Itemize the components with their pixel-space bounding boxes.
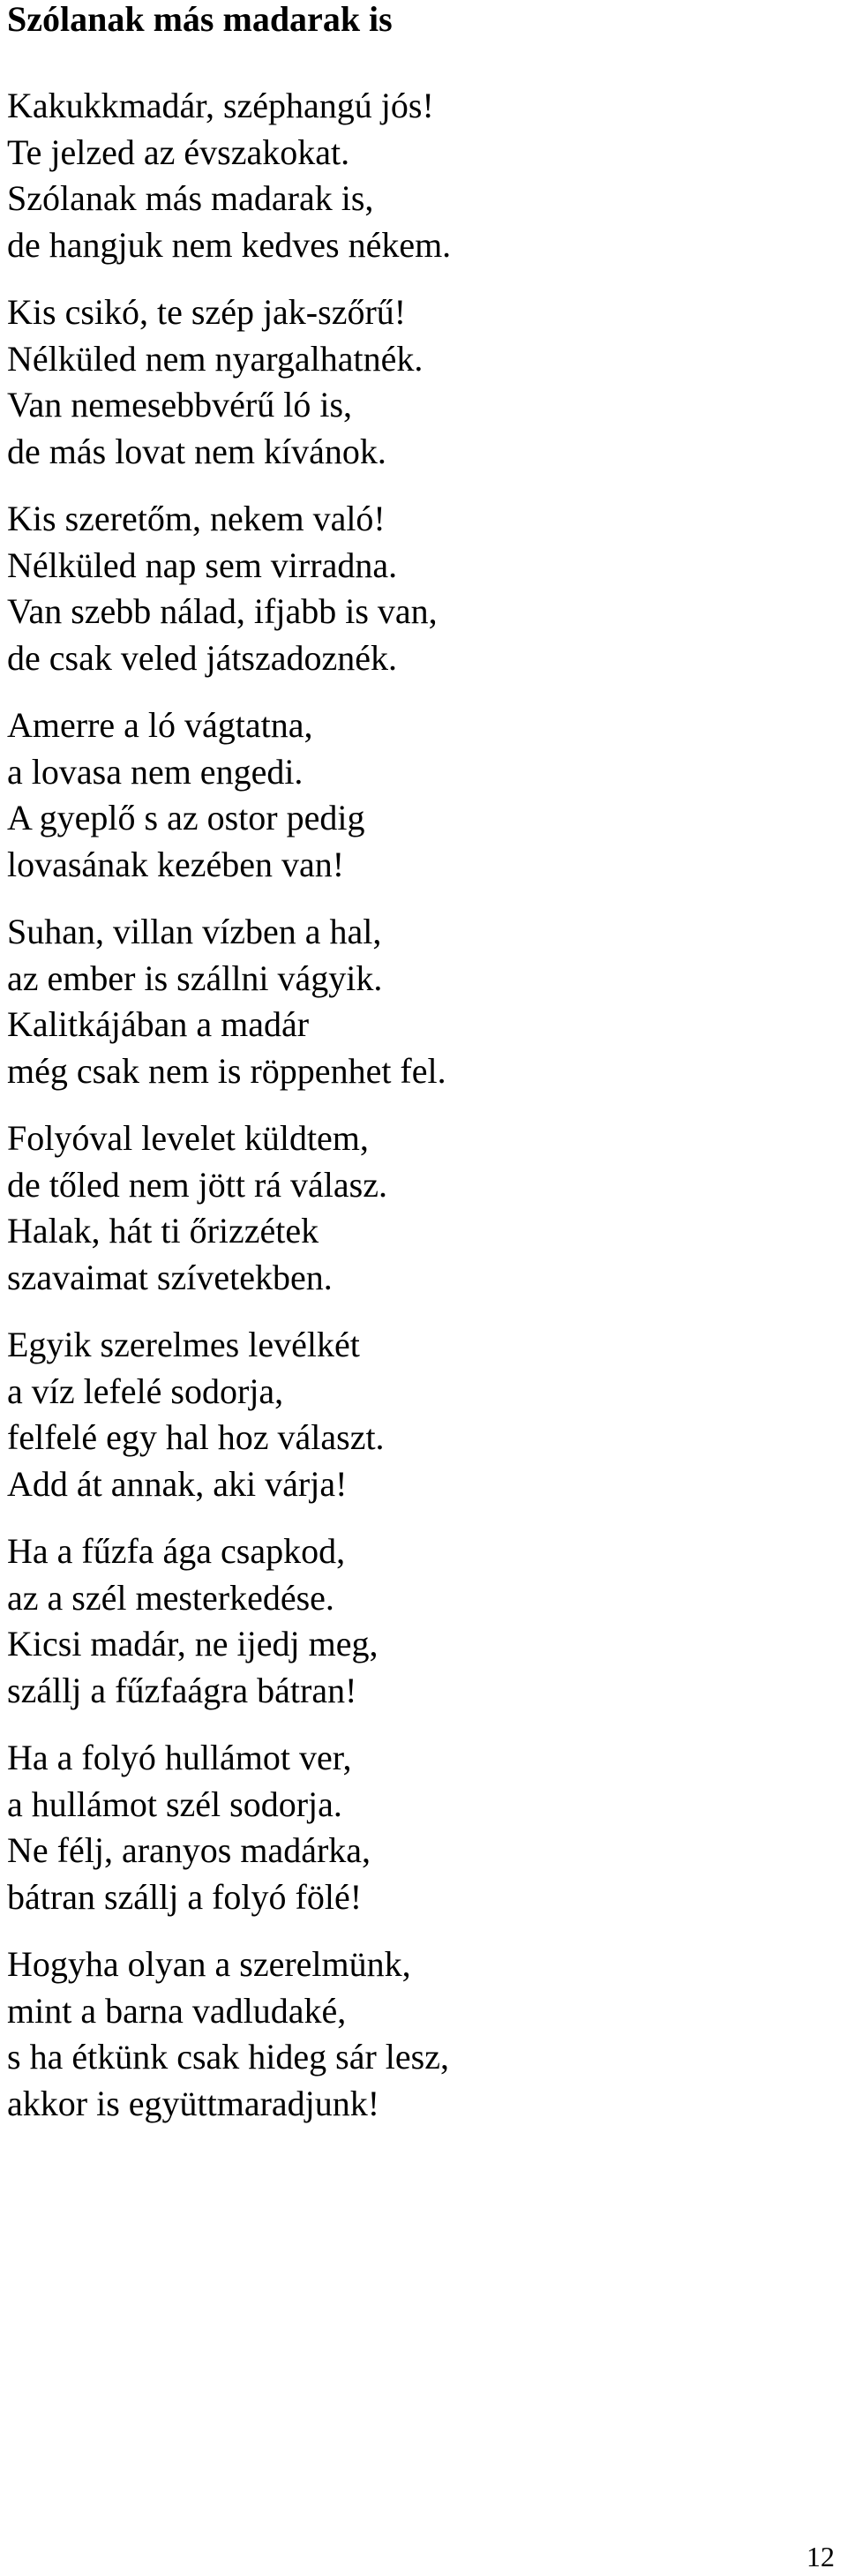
poem-line: Kis csikó, te szép jak-szőrű! — [7, 292, 407, 332]
poem-line: akkor is együttmaradjunk! — [7, 2083, 380, 2123]
poem-line: Kicsi madár, ne ijedj meg, — [7, 1624, 379, 1664]
poem-line: de más lovat nem kívánok. — [7, 431, 386, 471]
page-number: 12 — [806, 2541, 835, 2572]
poem-line: szállj a fűzfaágra bátran! — [7, 1670, 357, 1710]
poem-line: Amerre a ló vágtatna, — [7, 705, 313, 745]
poem-line: az a szél mesterkedése. — [7, 1577, 334, 1618]
poem-line: Nélküled nap sem virradna. — [7, 544, 398, 585]
poem-line: s ha étkünk csak hideg sár lesz, — [7, 2037, 449, 2077]
poem-line: Folyóval levelet küldtem, — [7, 1118, 369, 1158]
stanza-9 — [7, 1735, 828, 1920]
stanza-1 — [7, 83, 828, 268]
poem-line: szavaimat szívetekben. — [7, 1257, 333, 1297]
poem-line: de hangjuk nem kedves nékem. — [7, 224, 452, 265]
poem-line: Ha a folyó hullámot ver, — [7, 1738, 352, 1777]
poem-line: Nélküled nem nyargalhatnék. — [7, 338, 424, 379]
stanza-4 — [7, 702, 828, 888]
stanza-10 — [7, 1941, 828, 2127]
poem-line: de tőled nem jött rá válasz. — [7, 1164, 387, 1205]
stanza-3 — [7, 496, 828, 681]
poem-line: Hogyha olyan a szerelmünk, — [7, 1944, 411, 1984]
poem-line: Van nemesebbvérű ló is, — [7, 385, 353, 424]
stanza-5 — [7, 909, 828, 1094]
poem-line: Te jelzed az évszakokat. — [7, 131, 350, 172]
poem-title: Szólanak más madarak is — [7, 0, 393, 39]
poem-line: A gyeplő s az ostor pedig — [7, 798, 365, 837]
poem-line: még csak nem is röppenhet fel. — [7, 1050, 446, 1091]
stanza-7 — [7, 1322, 828, 1507]
poem-line: az ember is szállni vágyik. — [7, 958, 383, 998]
poem-line: bátran szállj a folyó fölé! — [7, 1876, 363, 1917]
poem-line: Kakukkmadár, széphangú jós! — [7, 86, 434, 125]
poem-line: Kalitkájában a madár — [7, 1004, 310, 1044]
poem-line: Kis szeretőm, nekem való! — [7, 499, 386, 538]
poem-line: Suhan, villan vízben a hal, — [7, 912, 382, 951]
poem-line: a hullámot szél sodorja. — [7, 1784, 342, 1824]
poem-line: Halak, hát ti őrizzétek — [7, 1211, 319, 1250]
poem-line: Ha a fűzfa ága csapkod, — [7, 1531, 346, 1571]
poem-line: de csak veled játszadoznék. — [7, 637, 398, 678]
poem-line: lovasának kezében van! — [7, 844, 345, 884]
poem-line: Egyik szerelmes levélkét — [7, 1325, 360, 1364]
poem-line: a víz lefelé sodorja, — [7, 1371, 284, 1411]
stanza-2 — [7, 289, 828, 475]
poem-line: felfelé egy hal hoz választ. — [7, 1417, 385, 1457]
poem-line: a lovasa nem engedi. — [7, 751, 304, 792]
stanza-6 — [7, 1115, 828, 1301]
poem-line: Ne félj, aranyos madárka, — [7, 1830, 371, 1870]
poem-body — [7, 83, 828, 2148]
poem-line: Van szebb nálad, ifjabb is van, — [7, 591, 438, 631]
stanza-8 — [7, 1528, 828, 1714]
poem-line: Szólanak más madarak is, — [7, 178, 374, 218]
poem-line: mint a barna vadludaké, — [7, 1990, 347, 2031]
poem-line: Add át annak, aki várja! — [7, 1463, 348, 1504]
